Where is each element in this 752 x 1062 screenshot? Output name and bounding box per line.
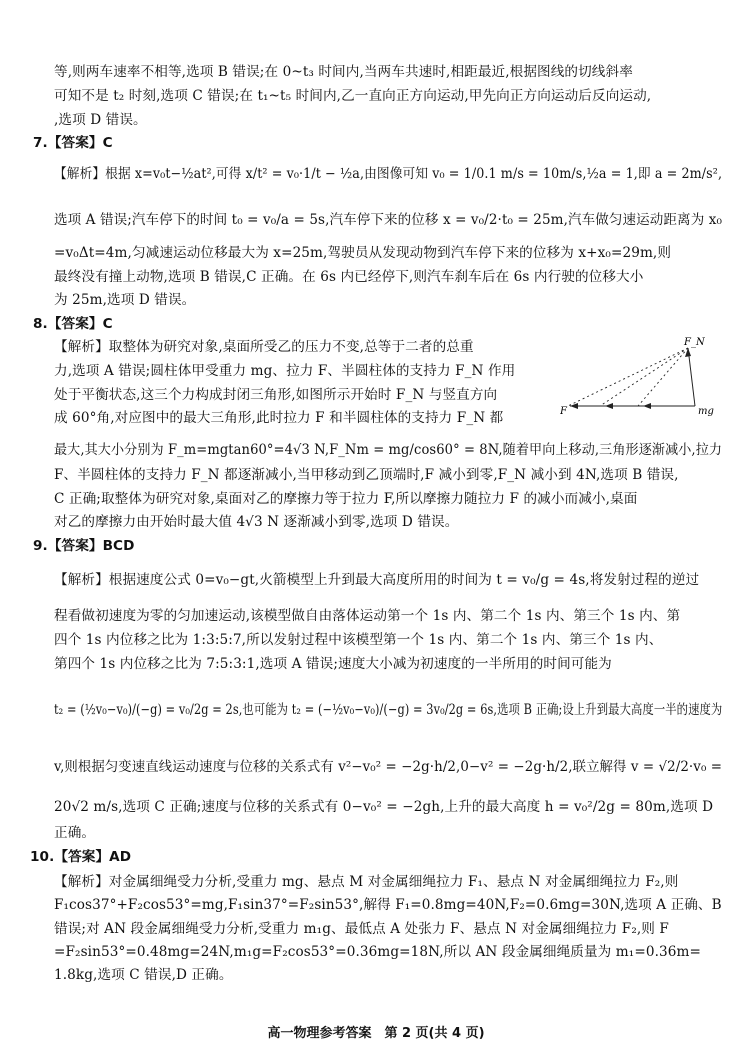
label-fn: F_N [684,337,705,348]
text-line: 选项 A 错误;汽车停下的时间 t₀ = v₀/a = 5s,汽车停下来的位移 x = v₀/2·t₀ = 25m,汽车做匀速运动距离为 x₀ [54,212,722,228]
text-line: 20√2 m/s,选项 C 正确;速度与位移的关系式有 0−v₀² = −2gh,上升的最大高度 h = v₀²/2g = 80m,选项 D [54,799,714,815]
text-line: 四个 1s 内位移之比为 1:3:5:7,所以发射过程中该模型第一个 1s 内、第二个 1s 内、第三个 1s 内、 [54,632,663,648]
text-line: 【解析】根据速度公式 0=v₀−gt,火箭模型上升到最大高度所用的时间为 t = v₀/g = 4s,将发射过程的逆过 [54,572,700,588]
text-line: t₂ = (½v₀−v₀)/(−g) = v₀/2g = 2s,也可能为 t₂ = (−½v₀−v₀)/(−g) = 3v₀/2g = 6s,选项 B 正确;设上升到最大高度一半的速度为 [54,702,723,718]
answer-heading: 10.【答案】AD [30,849,132,865]
text-line: 【解析】取整体为研究对象,桌面所受乙的压力不变,总等于二者的总重 [54,339,474,355]
force-triangle-diagram [560,336,720,416]
text-line: 可知不是 t₂ 时刻,选项 C 错误;在 t₁~t₅ 时间内,乙一直向正方向运动,甲先向正方向运动后反向运动, [54,88,652,104]
arrowhead [605,403,613,409]
text-line: 处于平衡状态,这三个力构成封闭三角形,如图所示开始时 F_N 与竖直方向 [54,387,498,403]
text-line: C 正确;取整体为研究对象,桌面对乙的摩擦力等于拉力 F,所以摩擦力随拉力 F 的减小而减小,桌面 [54,491,638,507]
dotted-line [568,348,688,406]
answer-heading: 7.【答案】C [33,135,113,151]
label-mg: mg [698,406,714,416]
answer-heading: 8.【答案】C [33,316,113,332]
text-line: F、半圆柱体的支持力 F_N 都逐渐减小,当甲移动到乙顶端时,F 减小到零,F_N 减小到 4N,选项 B 错误, [54,467,679,483]
text-line: =v₀Δt=4m,匀减速运动位移最大为 x=25m,驾驶员从发现动物到汽车停下来的位移为 x+x₀=29m,则 [54,245,672,261]
dotted-line [600,348,688,406]
text-line: 【解析】根据 x=v₀t−½at²,可得 x/t² = v₀·1/t − ½a,由图像可知 v₀ = 1/0.1 m/s = 10m/s,½a = 1,即 a = 2m/s², [54,166,723,182]
text-line: ,选项 D 错误。 [54,112,147,128]
text-line: 程看做初速度为零的匀加速运动,该模型做自由落体运动第一个 1s 内、第二个 1s 内、第三个 1s 内、第 [54,608,681,624]
text-line: =F₂sin53°=0.48mg=24N,m₁g=F₂cos53°=0.36mg=18N,所以 AN 段金属细绳质量为 m₁=0.36m= [54,944,701,960]
arrowhead [685,348,691,357]
label-f: F [560,406,567,416]
text-line: 1.8kg,选项 C 错误,D 正确。 [54,967,233,983]
text-line: 第四个 1s 内位移之比为 7:5:3:1,选项 A 错误;速度大小减为初速度的一半所用的时间可能为 [54,656,612,672]
text-line: 为 25m,选项 D 错误。 [54,292,196,308]
arrowhead [570,403,578,409]
text-line: 【解析】对金属细绳受力分析,受重力 mg、悬点 M 对金属细绳拉力 F₁、悬点 N 对金属细绳拉力 F₂,则 [54,874,679,890]
text-line: 正确。 [54,825,96,841]
text-line: 对乙的摩擦力由开始时最大值 4√3 N 逐渐减小到零,选项 D 错误。 [54,514,459,530]
text-line: 力,选项 A 错误;圆柱体甲受重力 mg、拉力 F、半圆柱体的支持力 F_N 作用 [54,363,516,379]
text-line: v,则根据匀变速直线运动速度与位移的关系式有 v²−v₀² = −2g·h/2,0−v² = −2g·h/2,联立解得 v = √2/2·v₀ = [54,759,723,775]
text-line: 成 60°角,对应图中的最大三角形,此时拉力 F 和半圆柱体的支持力 F_N 都 [54,410,504,426]
text-line: 错误;对 AN 段金属细绳受力分析,受重力 m₁g、最低点 A 处张力 F、悬点 N 对金属细绳拉力 F₂,则 F [54,921,669,937]
arrowhead [643,403,651,409]
text-line: 等,则两车速率不相等,选项 B 错误;在 0~t₃ 时间内,当两车共速时,相距最近,根据图线的切线斜率 [54,64,633,80]
text-line: 最终没有撞上动物,选项 B 错误,C 正确。在 6s 内已经停下,则汽车刹车后在 6s 内行驶的位移大小 [54,269,644,285]
text-line: F₁cos37°+F₂cos53°=mg,F₁sin37°=F₂sin53°,解得 F₁=0.8mg=40N,F₂=0.6mg=30N,选项 A 正确、B [54,897,722,913]
text-line: 最大,其大小分别为 F_m=mgtan60°=4√3 N,F_Nm = mg/cos60° = 8N,随着甲向上移动,三角形逐渐减小,拉力 [54,442,723,458]
force-fn-arrow [688,348,695,406]
dotted-line [638,348,688,406]
page-footer: 高一物理参考答案 第 2 页(共 4 页) [267,1026,485,1041]
answer-heading: 9.【答案】BCD [33,538,135,554]
